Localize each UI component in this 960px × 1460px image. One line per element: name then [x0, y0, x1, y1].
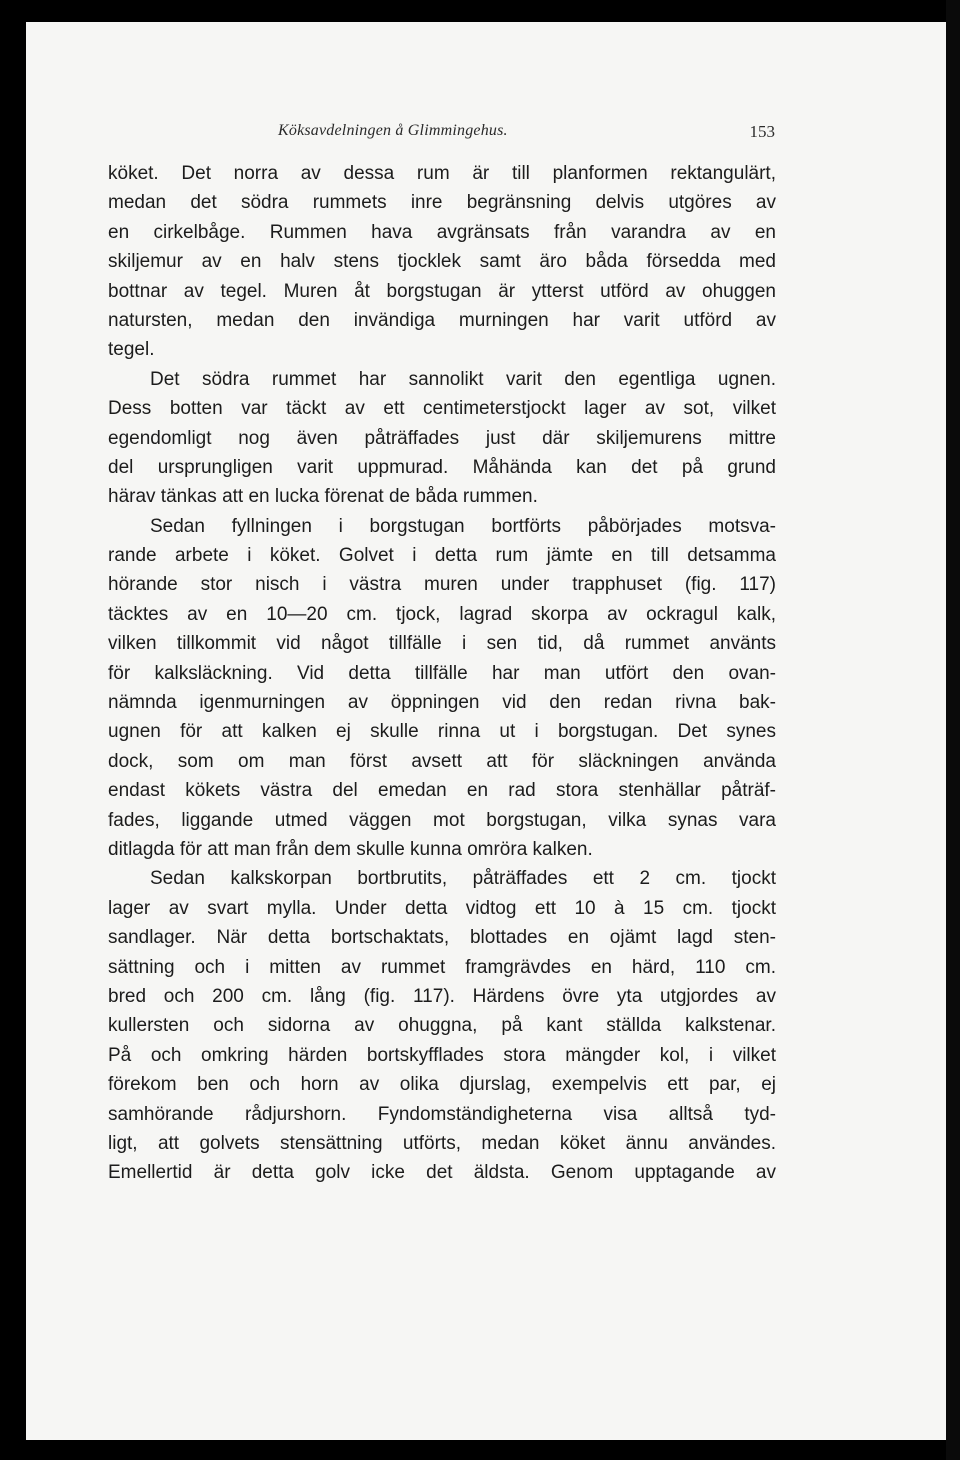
text-line: Sedan kalkskorpan bortbrutits, påträffades ett 2 cm. tjockt — [150, 868, 776, 890]
text-line: nämnda igenmurningen av öppningen vid den redan rivna bak- — [108, 692, 776, 714]
text-line: lager av svart mylla. Under detta vidtog ett 10 à 15 cm. tjockt — [108, 897, 776, 919]
running-title: Köksavdelningen å Glimmingehus. — [278, 122, 508, 139]
text-line: härav tänkas att en lucka förenat de båda rummen. — [108, 486, 538, 508]
text-line: förekom ben och horn av olika djurslag, exempelvis ett par, ej — [108, 1074, 776, 1096]
text-line: en cirkelbåge. Rummen hava avgränsats från varandra av en — [108, 221, 776, 243]
text-line: ligt, att golvets stensättning utförts, medan köket ännu användes. — [108, 1132, 776, 1154]
text-line: vilken tillkommit vid något tillfälle i sen tid, då rummet använts — [108, 633, 776, 655]
text-line: bred och 200 cm. lång (fig. 117). Härdens övre yta utgjordes av — [108, 985, 776, 1007]
text-line: rande arbete i köket. Golvet i detta rum jämte en till detsamma — [108, 545, 776, 567]
text-line: Emellertid är detta golv icke det äldsta. Genom upptagande av — [108, 1162, 776, 1184]
text-line: dock, som om man först avsett att för släckningen använda — [108, 750, 776, 772]
text-line: köket. Det norra av dessa rum är till planformen rektangulärt, — [108, 163, 776, 184]
text-line: fades, liggande utmed väggen mot borgstugan, vilka synas vara — [108, 809, 776, 831]
text-line: Sedan fyllningen i borgstugan bortförts påbörjades motsva- — [150, 515, 776, 537]
text-line: samhörande rådjurshorn. Fyndomständigheterna visa alltså tyd- — [108, 1103, 776, 1125]
text-line: ugnen för att kalken ej skulle rinna ut i borgstugan. Det synes — [108, 721, 776, 743]
page-number: 153 — [749, 122, 775, 141]
text-line: natursten, medan den invändiga murningen har varit utförd av — [108, 309, 776, 331]
text-line: bottnar av tegel. Muren åt borgstugan är ytterst utförd av ohuggen — [108, 280, 776, 302]
text-line: endast kökets västra del emedan en rad stora stenhällar påträf- — [108, 780, 776, 802]
text-line: skiljemur av en halv stens tjocklek samt äro båda försedda med — [108, 251, 776, 273]
text-line: för kalksläckning. Vid detta tillfälle har man utfört den ovan- — [108, 662, 776, 684]
text-line: tegel. — [108, 339, 155, 361]
body-text — [108, 159, 776, 1188]
text-line: medan det södra rummets inre begränsning delvis utgöres av — [108, 192, 776, 214]
text-line: sättning och i mitten av rummet framgrävdes en härd, 110 cm. — [108, 956, 776, 978]
text-line: hörande stor nisch i västra muren under trapphuset (fig. 117) — [108, 574, 776, 596]
text-line: egendomligt nog även påträffades just där skiljemurens mittre — [108, 427, 776, 449]
text-line: sandlager. När detta bortschaktats, blottades en ojämt lagd sten- — [108, 927, 776, 949]
page-header — [108, 122, 775, 144]
text-line: Dess botten var täckt av ett centimeterstjockt lager av sot, vilket — [108, 398, 776, 420]
text-line: På och omkring härden bortskyfflades stora mängder kol, i vilket — [108, 1044, 776, 1066]
text-line: ditlagda för att man från dem skulle kunna omröra kalken. — [108, 838, 593, 860]
scan-edge — [946, 0, 960, 1460]
text-line: täcktes av en 10—20 cm. tjock, lagrad skorpa av ockragul kalk, — [108, 603, 776, 625]
text-line: del ursprungligen varit uppmurad. Måhända kan det på grund — [108, 456, 776, 478]
text-line: Det södra rummet har sannolikt varit den egentliga ugnen. — [150, 368, 776, 390]
text-line: kullersten och sidorna av ohuggna, på kant ställda kalkstenar. — [108, 1015, 776, 1037]
